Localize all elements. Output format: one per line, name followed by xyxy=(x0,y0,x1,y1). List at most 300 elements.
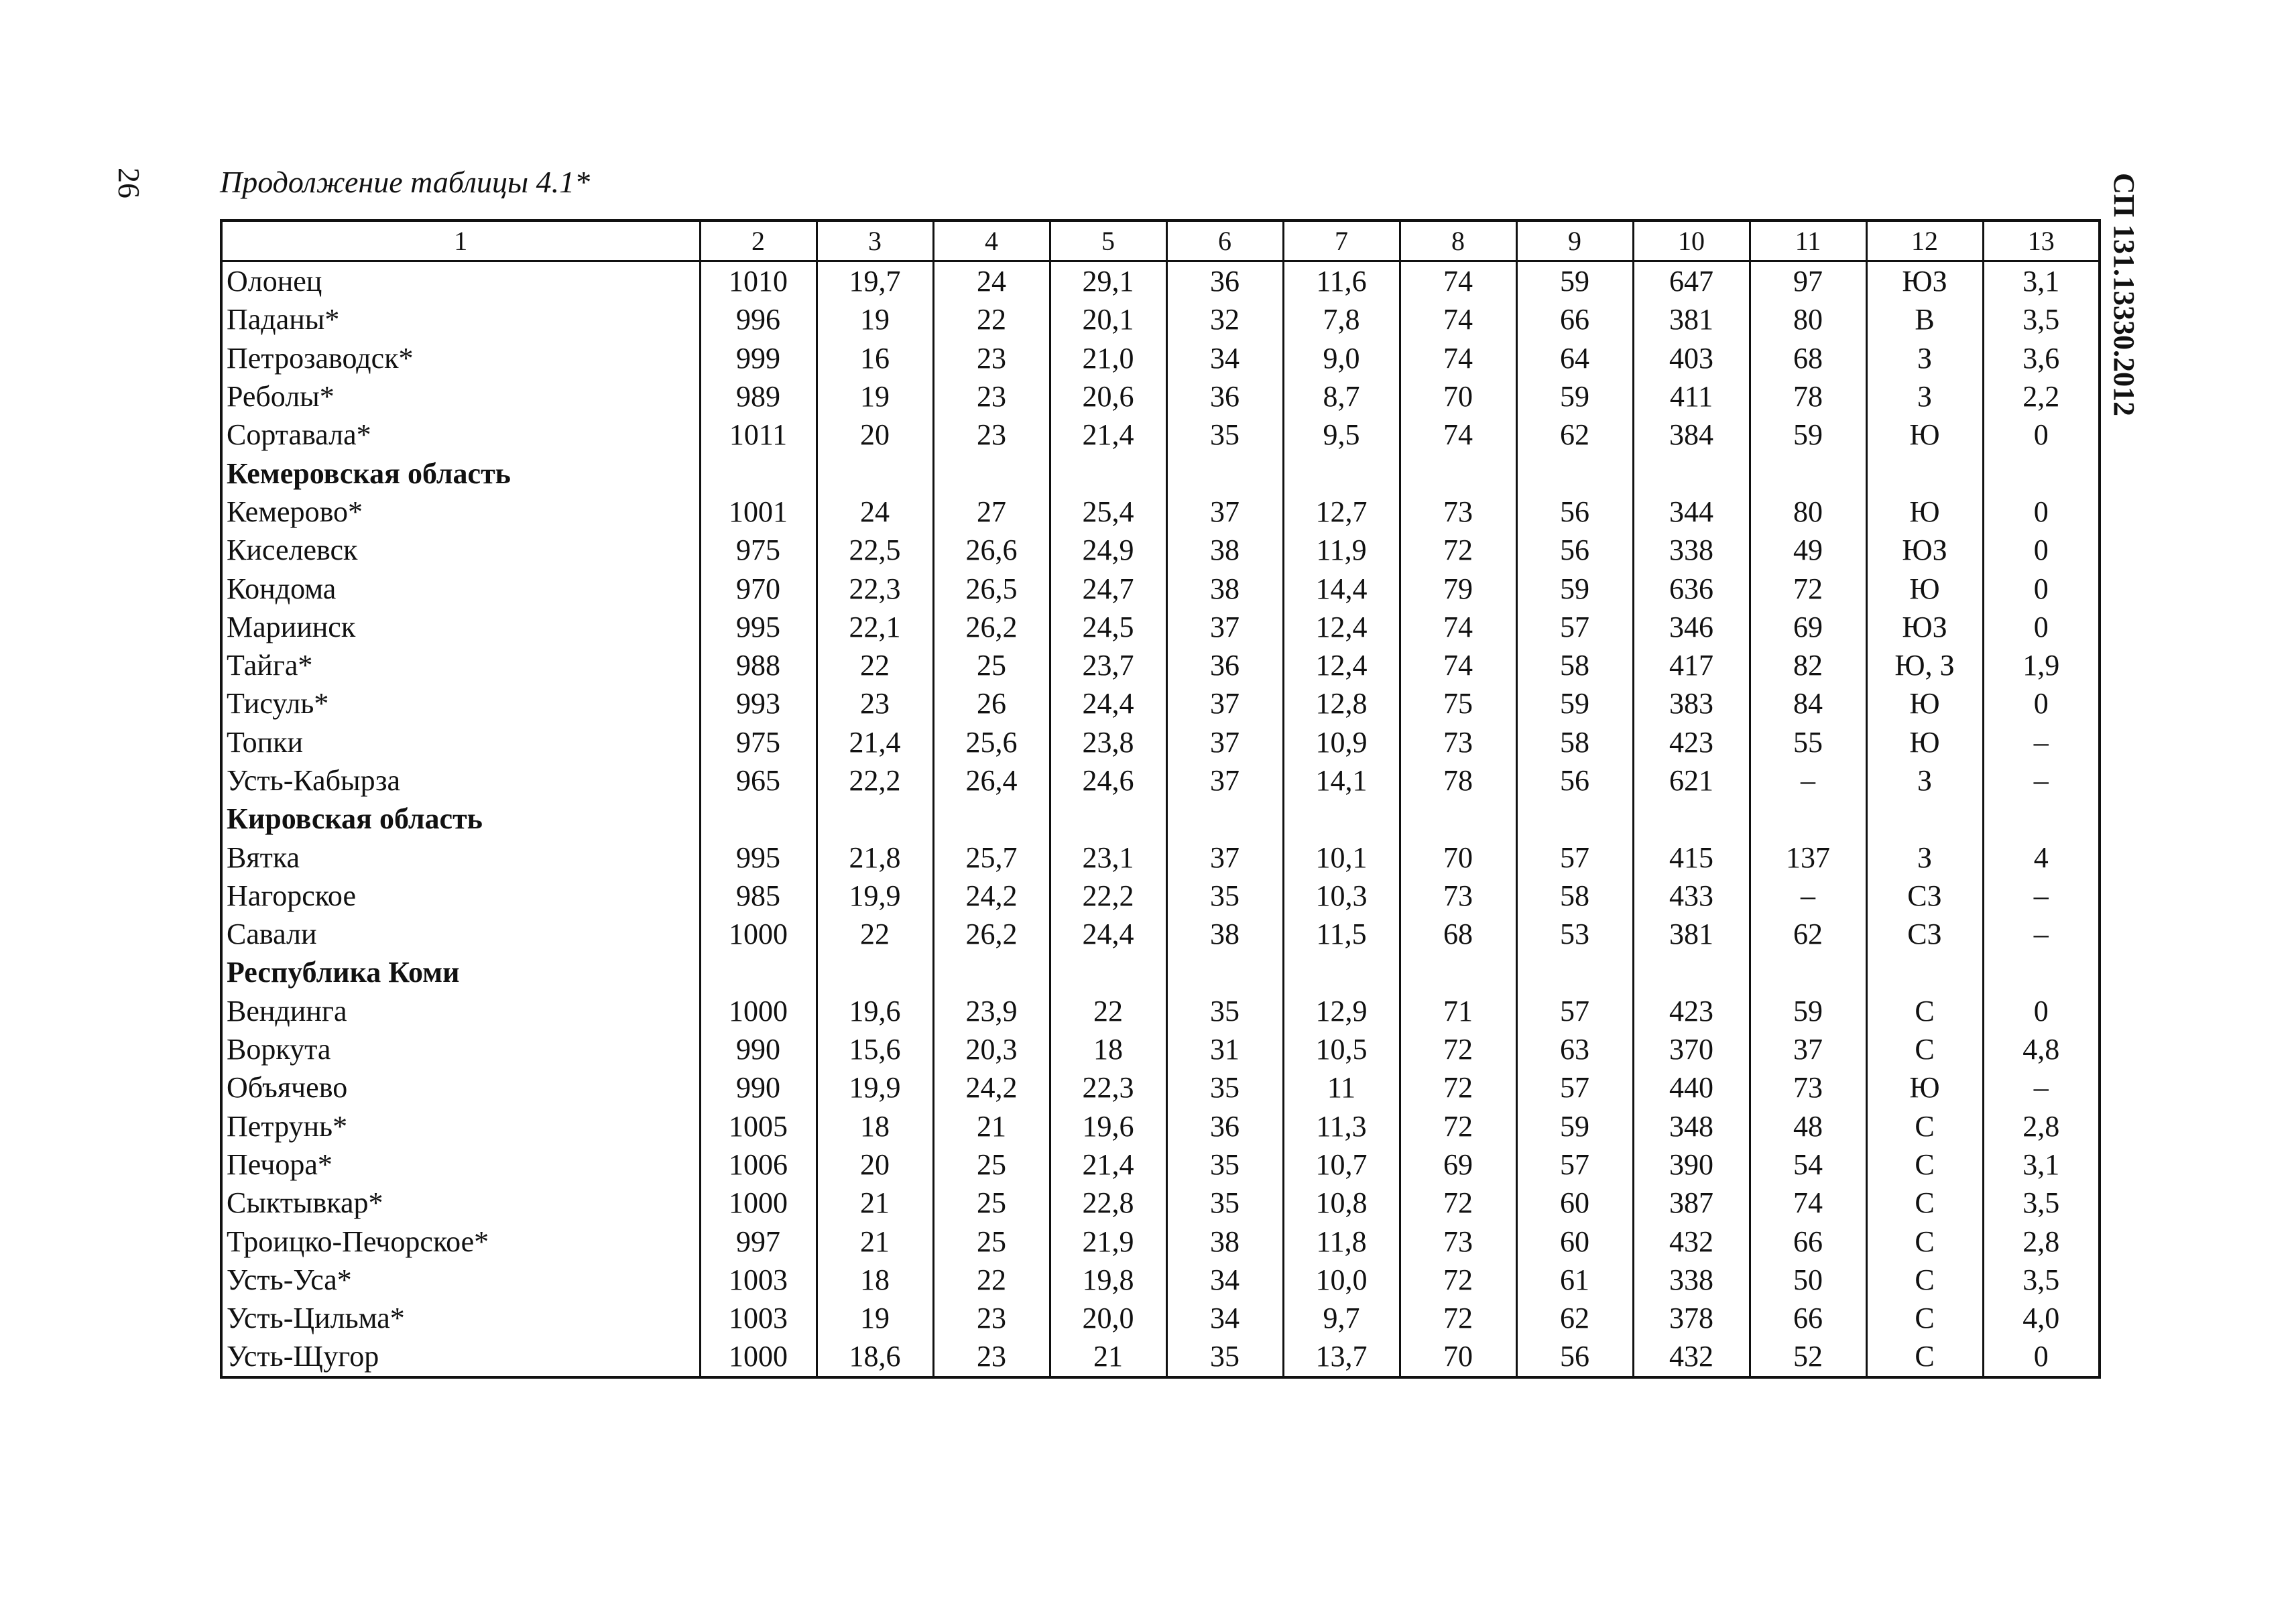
value-cell: 59 xyxy=(1516,684,1633,723)
value-cell: 22,3 xyxy=(1050,1068,1166,1107)
value-cell: 10,9 xyxy=(1283,723,1400,761)
value-cell: 78 xyxy=(1750,377,1866,416)
value-cell: 60 xyxy=(1516,1184,1633,1222)
value-cell: 22 xyxy=(933,1261,1050,1299)
table-row xyxy=(221,300,2100,338)
value-cell: 4,0 xyxy=(1983,1299,2100,1337)
value-cell: 62 xyxy=(1516,416,1633,454)
page-number: 26 xyxy=(112,168,146,198)
value-cell: 50 xyxy=(1750,1261,1866,1299)
table-row xyxy=(221,569,2100,607)
document-code: СП 131.13330.2012 xyxy=(2108,173,2140,416)
value-cell xyxy=(1516,800,1633,838)
value-cell: 21,8 xyxy=(817,838,933,876)
column-header: 9 xyxy=(1516,221,1633,261)
value-cell: 37 xyxy=(1166,838,1283,876)
value-cell: 0 xyxy=(1983,1337,2100,1377)
value-cell: 24 xyxy=(817,493,933,531)
station-name: Печора* xyxy=(221,1145,700,1184)
table-row xyxy=(221,1184,2100,1222)
value-cell: 14,4 xyxy=(1283,569,1400,607)
value-cell: 37 xyxy=(1166,761,1283,800)
column-header: 12 xyxy=(1866,221,1983,261)
value-cell: – xyxy=(1983,1068,2100,1107)
value-cell: 403 xyxy=(1633,339,1750,377)
column-header: 11 xyxy=(1750,221,1866,261)
value-cell: 1,9 xyxy=(1983,646,2100,684)
value-cell: 20,3 xyxy=(933,1030,1050,1068)
value-cell xyxy=(1400,454,1516,492)
value-cell: 58 xyxy=(1516,877,1633,915)
table-row xyxy=(221,377,2100,416)
value-cell: 0 xyxy=(1983,608,2100,646)
value-cell: СЗ xyxy=(1866,915,1983,953)
value-cell: 8,7 xyxy=(1283,377,1400,416)
value-cell: 3,5 xyxy=(1983,1261,2100,1299)
value-cell: 34 xyxy=(1166,1299,1283,1337)
value-cell: 965 xyxy=(700,761,817,800)
value-cell: 22 xyxy=(817,646,933,684)
value-cell: 10,1 xyxy=(1283,838,1400,876)
value-cell: 23,7 xyxy=(1050,646,1166,684)
value-cell xyxy=(1166,454,1283,492)
station-name: Кемерово* xyxy=(221,493,700,531)
station-name: Паданы* xyxy=(221,300,700,338)
value-cell xyxy=(1633,800,1750,838)
value-cell xyxy=(1983,454,2100,492)
station-name: Реболы* xyxy=(221,377,700,416)
value-cell: 9,0 xyxy=(1283,339,1400,377)
value-cell: 12,4 xyxy=(1283,646,1400,684)
value-cell: 970 xyxy=(700,569,817,607)
value-cell: 24,7 xyxy=(1050,569,1166,607)
value-cell: 9,5 xyxy=(1283,416,1400,454)
value-cell: 72 xyxy=(1750,569,1866,607)
value-cell: 97 xyxy=(1750,261,1866,301)
value-cell: С xyxy=(1866,1145,1983,1184)
value-cell: 440 xyxy=(1633,1068,1750,1107)
value-cell: 18,6 xyxy=(817,1337,933,1377)
station-name: Петрунь* xyxy=(221,1107,700,1145)
station-name: Топки xyxy=(221,723,700,761)
value-cell: 62 xyxy=(1750,915,1866,953)
value-cell: 21,0 xyxy=(1050,339,1166,377)
region-heading-row xyxy=(221,800,2100,838)
value-cell: 61 xyxy=(1516,1261,1633,1299)
value-cell xyxy=(1516,953,1633,991)
value-cell: С xyxy=(1866,992,1983,1030)
value-cell: 3,1 xyxy=(1983,1145,2100,1184)
value-cell xyxy=(1283,953,1400,991)
value-cell: ЮЗ xyxy=(1866,608,1983,646)
value-cell: 25 xyxy=(933,646,1050,684)
value-cell: 338 xyxy=(1633,1261,1750,1299)
value-cell: 19 xyxy=(817,1299,933,1337)
value-cell xyxy=(1283,800,1400,838)
value-cell: 37 xyxy=(1166,608,1283,646)
region-name: Республика Коми xyxy=(221,953,700,991)
table-row xyxy=(221,1145,2100,1184)
value-cell: 19 xyxy=(817,377,933,416)
value-cell: 1000 xyxy=(700,915,817,953)
value-cell: 35 xyxy=(1166,416,1283,454)
table-row xyxy=(221,992,2100,1030)
value-cell: 19,6 xyxy=(817,992,933,1030)
value-cell: 19,8 xyxy=(1050,1261,1166,1299)
value-cell: 35 xyxy=(1166,877,1283,915)
column-header: 2 xyxy=(700,221,817,261)
value-cell: 57 xyxy=(1516,608,1633,646)
value-cell: 37 xyxy=(1166,684,1283,723)
value-cell: 24 xyxy=(933,261,1050,301)
value-cell: 27 xyxy=(933,493,1050,531)
value-cell: 25 xyxy=(933,1184,1050,1222)
value-cell: 647 xyxy=(1633,261,1750,301)
value-cell xyxy=(1400,953,1516,991)
value-cell: 35 xyxy=(1166,1145,1283,1184)
value-cell xyxy=(1050,454,1166,492)
value-cell: Ю xyxy=(1866,493,1983,531)
value-cell: 80 xyxy=(1750,493,1866,531)
station-name: Вендинга xyxy=(221,992,700,1030)
value-cell: 73 xyxy=(1750,1068,1866,1107)
value-cell: 70 xyxy=(1400,377,1516,416)
value-cell: 74 xyxy=(1750,1184,1866,1222)
table-row xyxy=(221,1299,2100,1337)
value-cell: 26,2 xyxy=(933,608,1050,646)
climate-table xyxy=(220,219,2101,1379)
value-cell: З xyxy=(1866,377,1983,416)
value-cell: 59 xyxy=(1516,569,1633,607)
value-cell: 24,6 xyxy=(1050,761,1166,800)
value-cell: 73 xyxy=(1400,1222,1516,1260)
value-cell: 20,0 xyxy=(1050,1299,1166,1337)
value-cell xyxy=(933,454,1050,492)
value-cell: 390 xyxy=(1633,1145,1750,1184)
value-cell: 344 xyxy=(1633,493,1750,531)
value-cell: 975 xyxy=(700,531,817,569)
value-cell: 4,8 xyxy=(1983,1030,2100,1068)
value-cell xyxy=(1050,800,1166,838)
value-cell: 21 xyxy=(933,1107,1050,1145)
table-row xyxy=(221,1337,2100,1377)
value-cell: 59 xyxy=(1750,992,1866,1030)
value-cell: 23 xyxy=(933,377,1050,416)
value-cell: 16 xyxy=(817,339,933,377)
value-cell: 621 xyxy=(1633,761,1750,800)
station-name: Тисуль* xyxy=(221,684,700,723)
value-cell: 72 xyxy=(1400,1107,1516,1145)
value-cell: 11,8 xyxy=(1283,1222,1400,1260)
value-cell: 18 xyxy=(817,1261,933,1299)
value-cell: 56 xyxy=(1516,531,1633,569)
value-cell: 381 xyxy=(1633,300,1750,338)
value-cell: 24,5 xyxy=(1050,608,1166,646)
value-cell: 74 xyxy=(1400,300,1516,338)
table-row xyxy=(221,608,2100,646)
table-row xyxy=(221,723,2100,761)
value-cell: 78 xyxy=(1400,761,1516,800)
value-cell: 433 xyxy=(1633,877,1750,915)
value-cell: 25,7 xyxy=(933,838,1050,876)
value-cell: 23 xyxy=(933,339,1050,377)
value-cell: 38 xyxy=(1166,531,1283,569)
value-cell: 60 xyxy=(1516,1222,1633,1260)
value-cell xyxy=(700,800,817,838)
value-cell: 24,4 xyxy=(1050,684,1166,723)
value-cell: 36 xyxy=(1166,1107,1283,1145)
value-cell: 58 xyxy=(1516,646,1633,684)
value-cell: 58 xyxy=(1516,723,1633,761)
value-cell xyxy=(1866,800,1983,838)
value-cell: 1006 xyxy=(700,1145,817,1184)
column-header: 7 xyxy=(1283,221,1400,261)
value-cell: 9,7 xyxy=(1283,1299,1400,1337)
value-cell: 55 xyxy=(1750,723,1866,761)
value-cell: 417 xyxy=(1633,646,1750,684)
value-cell: 1010 xyxy=(700,261,817,301)
value-cell: 423 xyxy=(1633,723,1750,761)
value-cell: 22,5 xyxy=(817,531,933,569)
value-cell: 137 xyxy=(1750,838,1866,876)
value-cell: 383 xyxy=(1633,684,1750,723)
value-cell: 64 xyxy=(1516,339,1633,377)
region-heading-row xyxy=(221,454,2100,492)
value-cell: 11,3 xyxy=(1283,1107,1400,1145)
value-cell: 20 xyxy=(817,1145,933,1184)
value-cell: 70 xyxy=(1400,838,1516,876)
value-cell: 12,7 xyxy=(1283,493,1400,531)
value-cell: 423 xyxy=(1633,992,1750,1030)
value-cell xyxy=(1750,953,1866,991)
value-cell: 0 xyxy=(1983,493,2100,531)
value-cell: 35 xyxy=(1166,1184,1283,1222)
value-cell: 387 xyxy=(1633,1184,1750,1222)
value-cell: 66 xyxy=(1516,300,1633,338)
column-header: 10 xyxy=(1633,221,1750,261)
value-cell: 3,5 xyxy=(1983,300,2100,338)
value-cell: 34 xyxy=(1166,1261,1283,1299)
value-cell: В xyxy=(1866,300,1983,338)
value-cell: 69 xyxy=(1400,1145,1516,1184)
value-cell: 1001 xyxy=(700,493,817,531)
value-cell: 1000 xyxy=(700,992,817,1030)
table-row xyxy=(221,416,2100,454)
value-cell: – xyxy=(1750,761,1866,800)
table-header-row xyxy=(221,221,2100,261)
region-name: Кировская область xyxy=(221,800,700,838)
value-cell: 36 xyxy=(1166,261,1283,301)
value-cell: 25,4 xyxy=(1050,493,1166,531)
value-cell: 990 xyxy=(700,1030,817,1068)
value-cell: 415 xyxy=(1633,838,1750,876)
value-cell: 36 xyxy=(1166,646,1283,684)
value-cell: З xyxy=(1866,761,1983,800)
value-cell: 18 xyxy=(1050,1030,1166,1068)
value-cell: 29,1 xyxy=(1050,261,1166,301)
value-cell: 21,4 xyxy=(1050,1145,1166,1184)
table-row xyxy=(221,761,2100,800)
value-cell: 0 xyxy=(1983,684,2100,723)
station-name: Тайга* xyxy=(221,646,700,684)
value-cell: С xyxy=(1866,1107,1983,1145)
value-cell: 985 xyxy=(700,877,817,915)
value-cell: 35 xyxy=(1166,1337,1283,1377)
value-cell: 79 xyxy=(1400,569,1516,607)
value-cell: 384 xyxy=(1633,416,1750,454)
station-name: Сыктывкар* xyxy=(221,1184,700,1222)
table-row xyxy=(221,531,2100,569)
value-cell: 23 xyxy=(817,684,933,723)
value-cell xyxy=(1633,953,1750,991)
value-cell xyxy=(817,953,933,991)
value-cell: 62 xyxy=(1516,1299,1633,1337)
value-cell xyxy=(1866,454,1983,492)
station-name: Усть-Цильма* xyxy=(221,1299,700,1337)
value-cell: 73 xyxy=(1400,493,1516,531)
value-cell: 71 xyxy=(1400,992,1516,1030)
value-cell xyxy=(1516,454,1633,492)
table-row xyxy=(221,493,2100,531)
value-cell: 21 xyxy=(817,1222,933,1260)
value-cell: 74 xyxy=(1400,261,1516,301)
value-cell: 997 xyxy=(700,1222,817,1260)
region-name: Кемеровская область xyxy=(221,454,700,492)
value-cell: 73 xyxy=(1400,723,1516,761)
value-cell: 57 xyxy=(1516,1068,1633,1107)
value-cell: 57 xyxy=(1516,992,1633,1030)
value-cell: 73 xyxy=(1400,877,1516,915)
station-name: Вятка xyxy=(221,838,700,876)
value-cell: 995 xyxy=(700,838,817,876)
table-row xyxy=(221,339,2100,377)
value-cell: 1000 xyxy=(700,1337,817,1377)
value-cell: – xyxy=(1983,723,2100,761)
value-cell: 23,1 xyxy=(1050,838,1166,876)
value-cell xyxy=(1283,454,1400,492)
value-cell: 20,6 xyxy=(1050,377,1166,416)
value-cell xyxy=(1750,454,1866,492)
value-cell: 80 xyxy=(1750,300,1866,338)
value-cell: 66 xyxy=(1750,1222,1866,1260)
value-cell: – xyxy=(1750,877,1866,915)
value-cell: СЗ xyxy=(1866,877,1983,915)
value-cell: 22,2 xyxy=(1050,877,1166,915)
value-cell: 23,8 xyxy=(1050,723,1166,761)
value-cell: С xyxy=(1866,1337,1983,1377)
table-body xyxy=(221,221,2100,1377)
value-cell: 22 xyxy=(817,915,933,953)
value-cell: 25 xyxy=(933,1222,1050,1260)
value-cell: 84 xyxy=(1750,684,1866,723)
value-cell: 3,1 xyxy=(1983,261,2100,301)
value-cell: 22 xyxy=(1050,992,1166,1030)
value-cell: 988 xyxy=(700,646,817,684)
station-name: Усть-Уса* xyxy=(221,1261,700,1299)
value-cell: 32 xyxy=(1166,300,1283,338)
value-cell: 38 xyxy=(1166,915,1283,953)
value-cell: 25 xyxy=(933,1145,1050,1184)
station-name: Петрозаводск* xyxy=(221,339,700,377)
value-cell: 59 xyxy=(1516,261,1633,301)
value-cell: 74 xyxy=(1400,608,1516,646)
value-cell: 35 xyxy=(1166,992,1283,1030)
station-name: Усть-Кабырза xyxy=(221,761,700,800)
column-header: 8 xyxy=(1400,221,1516,261)
value-cell: 21,9 xyxy=(1050,1222,1166,1260)
value-cell: 68 xyxy=(1750,339,1866,377)
station-name: Сортавала* xyxy=(221,416,700,454)
value-cell: 37 xyxy=(1166,723,1283,761)
value-cell: 19,6 xyxy=(1050,1107,1166,1145)
column-header: 3 xyxy=(817,221,933,261)
value-cell: 19 xyxy=(817,300,933,338)
value-cell: 19,7 xyxy=(817,261,933,301)
value-cell: 72 xyxy=(1400,531,1516,569)
value-cell: 24,2 xyxy=(933,877,1050,915)
value-cell: 37 xyxy=(1166,493,1283,531)
value-cell: С xyxy=(1866,1299,1983,1337)
value-cell: 74 xyxy=(1400,646,1516,684)
value-cell: 74 xyxy=(1400,339,1516,377)
station-name: Объячево xyxy=(221,1068,700,1107)
value-cell: 53 xyxy=(1516,915,1633,953)
value-cell: 26,6 xyxy=(933,531,1050,569)
value-cell: 48 xyxy=(1750,1107,1866,1145)
value-cell: 1011 xyxy=(700,416,817,454)
value-cell: 12,9 xyxy=(1283,992,1400,1030)
value-cell: 26,4 xyxy=(933,761,1050,800)
table-row xyxy=(221,877,2100,915)
value-cell: 23,9 xyxy=(933,992,1050,1030)
value-cell: 10,7 xyxy=(1283,1145,1400,1184)
value-cell xyxy=(1983,800,2100,838)
column-header: 6 xyxy=(1166,221,1283,261)
value-cell: 26 xyxy=(933,684,1050,723)
value-cell: 26,5 xyxy=(933,569,1050,607)
table-row xyxy=(221,1107,2100,1145)
value-cell: 72 xyxy=(1400,1030,1516,1068)
value-cell: 0 xyxy=(1983,992,2100,1030)
value-cell: 56 xyxy=(1516,1337,1633,1377)
value-cell xyxy=(933,800,1050,838)
value-cell xyxy=(817,454,933,492)
value-cell: 12,8 xyxy=(1283,684,1400,723)
value-cell: 370 xyxy=(1633,1030,1750,1068)
value-cell: 0 xyxy=(1983,416,2100,454)
value-cell: 2,8 xyxy=(1983,1222,2100,1260)
value-cell: 11,9 xyxy=(1283,531,1400,569)
value-cell: 68 xyxy=(1400,915,1516,953)
value-cell: 31 xyxy=(1166,1030,1283,1068)
value-cell: 22,1 xyxy=(817,608,933,646)
station-name: Усть-Щугор xyxy=(221,1337,700,1377)
table-row xyxy=(221,915,2100,953)
value-cell: Ю xyxy=(1866,723,1983,761)
column-header: 1 xyxy=(221,221,700,261)
value-cell: 57 xyxy=(1516,1145,1633,1184)
table-row xyxy=(221,1222,2100,1260)
value-cell: 13,7 xyxy=(1283,1337,1400,1377)
value-cell: 348 xyxy=(1633,1107,1750,1145)
value-cell: Ю xyxy=(1866,416,1983,454)
value-cell: 2,2 xyxy=(1983,377,2100,416)
value-cell: 24,2 xyxy=(933,1068,1050,1107)
value-cell: 990 xyxy=(700,1068,817,1107)
column-header: 4 xyxy=(933,221,1050,261)
value-cell: 411 xyxy=(1633,377,1750,416)
value-cell: 59 xyxy=(1750,416,1866,454)
